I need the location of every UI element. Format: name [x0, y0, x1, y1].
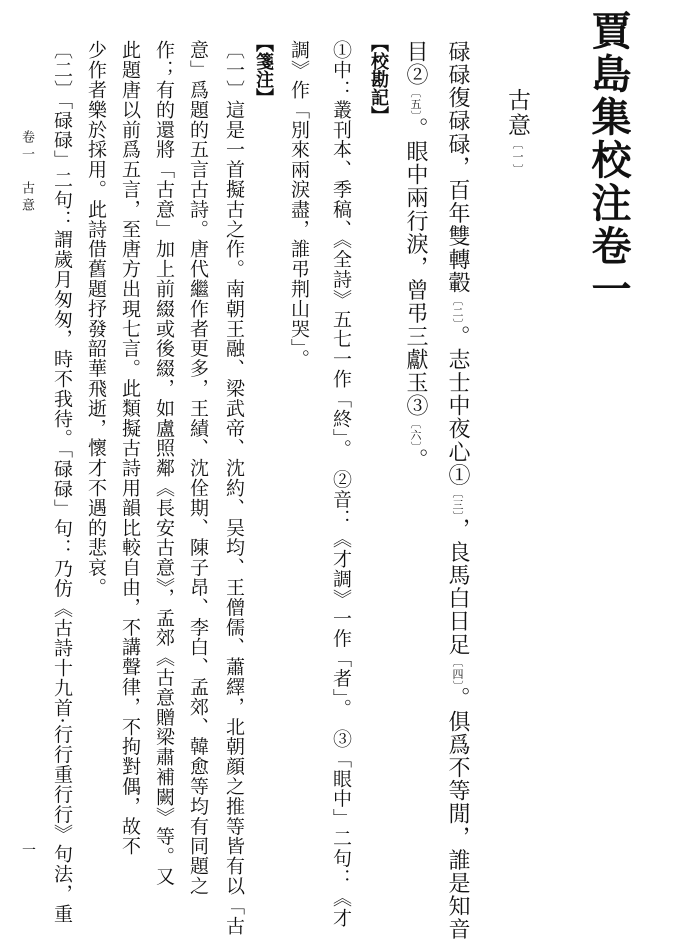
poem-line — [446, 40, 468, 941]
collation-line: ①中：叢刊本、季稿、《全詩》五七一作「終」。 ②音：《才調》一作「者」。 ③「眼中」二句：《才 — [330, 40, 352, 928]
running-header: 卷一 古意 — [19, 130, 34, 215]
annotation-line: 意」爲題的五言古詩。唐代繼作者更多，王績、沈佺期、陳子昂、李白、孟郊、韓愈等均有同題之 — [187, 40, 209, 896]
collation-heading: 【校勘記】 — [368, 34, 389, 124]
poem-text: 。俱爲不等閒，誰是知音 — [445, 686, 470, 941]
collation-line: 調》作「別來兩淚盡，誰弔荆山哭」。 — [288, 40, 310, 369]
annotation-line: 作；有的還將「古意」加上前綴或後綴，如盧照鄰《長安古意》，孟郊《古意贈梁肅補闕》等。又 — [153, 40, 175, 887]
poem-text: 。 — [403, 448, 428, 472]
page-number: 一 — [22, 843, 36, 859]
poem-text: 目② — [403, 40, 428, 87]
footnote-marker: 〔四〕 — [451, 656, 464, 687]
poem-line — [404, 40, 426, 471]
annotations-heading: 【箋注】 — [253, 34, 274, 106]
poem-title — [505, 88, 528, 177]
footnote-marker: 〔三〕 — [451, 486, 464, 518]
poem-text: ，良馬白日足 — [445, 517, 470, 657]
book-title: 賈島集校注卷一 — [585, 10, 632, 311]
footnote-marker: 〔六〕 — [409, 417, 422, 449]
annotation-line: 〔一〕這是一首擬古之作。南朝王融、梁武帝、沈約、吴均、王僧儒、蕭繹，北朝顔之推等皆有以「古 — [223, 40, 245, 936]
poem-title-note: 〔一〕 — [511, 138, 524, 177]
poem-text: 。眼中兩行淚，曾弔三獻玉③ — [403, 117, 428, 418]
poem-text: 碌碌復碌碌，百年雙轉轂 — [445, 40, 470, 295]
footnote-marker: 〔二〕 — [451, 294, 464, 325]
annotation-line: 〔二〕「碌碌」二句：謂歲月匆匆，時不我待。「碌碌」句：乃仿《古詩十九首·行行重行行》句法，重 — [51, 40, 73, 924]
annotation-line: 少作者樂於採用。此詩借舊題抒發韶華飛逝，懷才不遇的悲哀。 — [85, 40, 107, 598]
annotation-line: 此題唐以前爲五言，至唐方出現七言。此類擬古詩用韻比較自由，不講聲律，不拘對偶，故不 — [119, 40, 141, 856]
footnote-marker: 〔五〕 — [409, 86, 422, 118]
poem-text: 。志士中夜心① — [445, 324, 470, 487]
poem-title-text: 古意 — [504, 88, 530, 138]
